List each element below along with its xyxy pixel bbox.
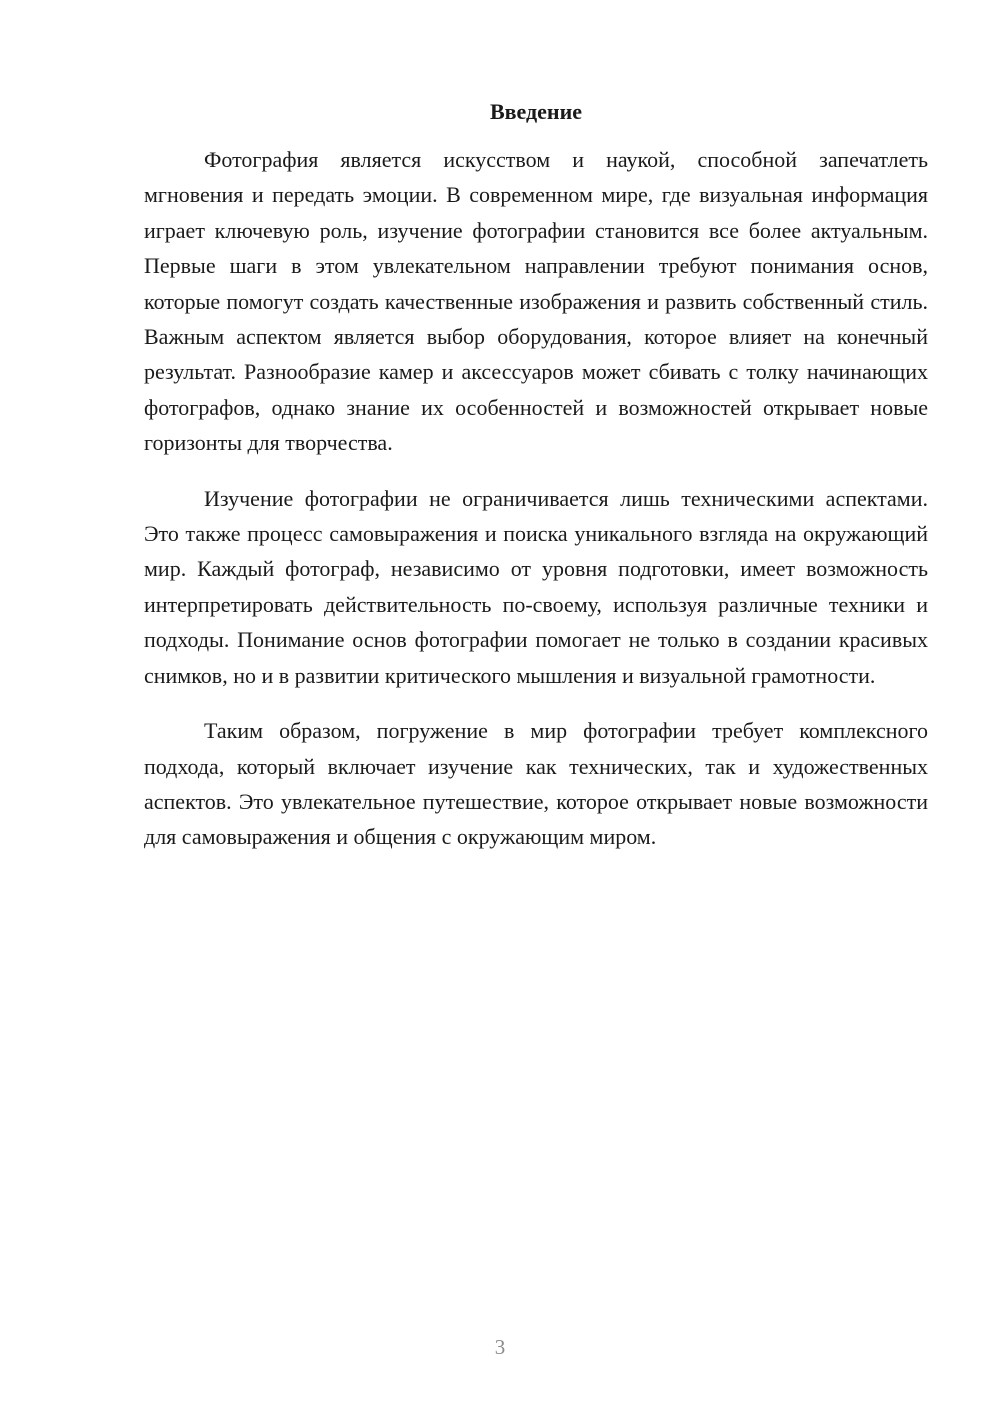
page-number: 3 <box>494 1335 506 1359</box>
section-heading: Введение <box>489 99 583 124</box>
document-body <box>144 142 928 875</box>
paragraph: Фотография является искусством и наукой, способной запечатлеть мгновения и передать эмоции. В современном мире, где визуальная информация играет ключевую роль, изучение фотографии становится все более актуальным. Первые шаги в этом увлекательном направлении требуют понимания основ, которые помогут создать качественные изображения и развить собственный стиль. Важным аспектом является выбор оборудования, которое влияет на конечный результат. Разнообразие камер и аксессуаров может сбивать с толку начинающих фотографов, однако знание их особенностей и возможностей открывает новые горизонты для творчества. <box>144 147 928 456</box>
paragraph: Изучение фотографии не ограничивается лишь техническими аспектами. Это также процесс самовыражения и поиска уникального взгляда на окружающий мир. Каждый фотограф, независимо от уровня подготовки, имеет возможность интерпретировать действительность по-своему, используя различные техники и подходы. Понимание основ фотографии помогает не только в создании красивых снимков, но и в развитии критического мышления и визуальной грамотности. <box>144 485 928 688</box>
paragraph: Таким образом, погружение в мир фотографии требует комплексного подхода, который включает изучение как технических, так и художественных аспектов. Это увлекательное путешествие, которое открывает новые возможности для самовыражения и общения с окружающим миром. <box>144 718 928 850</box>
